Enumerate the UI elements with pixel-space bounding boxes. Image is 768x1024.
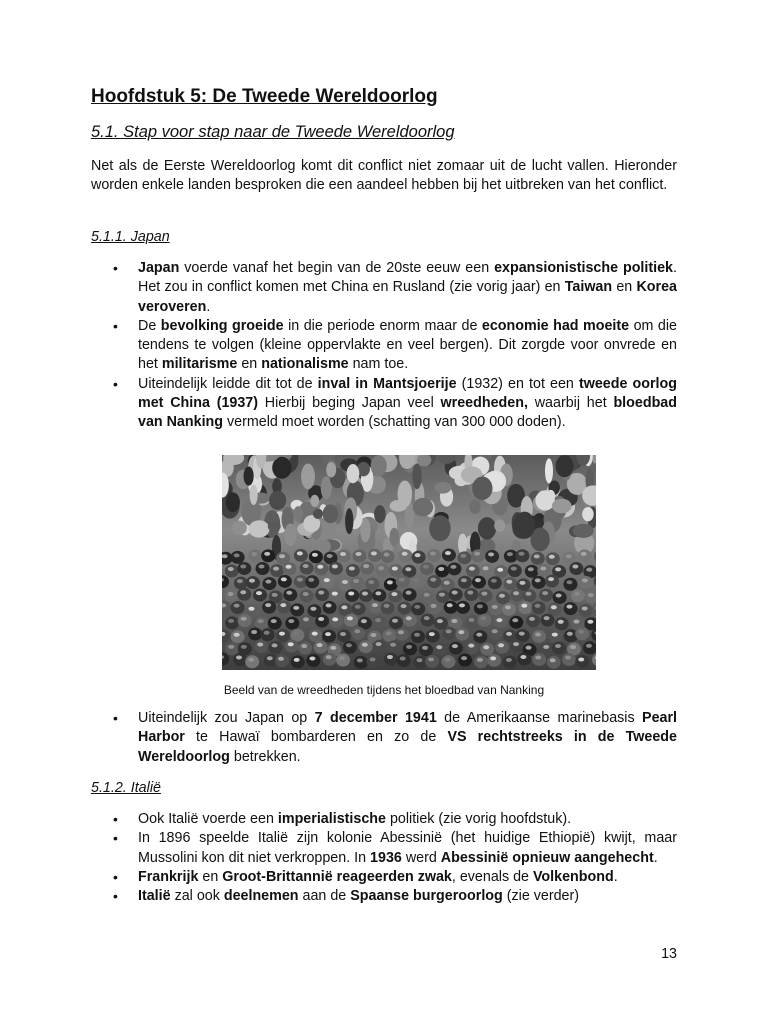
bold-text: Frankrijk: [138, 868, 199, 885]
text-run: en: [237, 356, 262, 373]
text-run: en: [198, 868, 223, 885]
text-run: Uiteindelijk leidde dit tot de: [138, 375, 318, 392]
bold-text: 7 december 1941: [314, 710, 437, 726]
text-run: Ook Italië voerde een: [138, 811, 278, 827]
subsection-heading-italie: 5.1.2. Italië: [91, 780, 161, 796]
italie-bullet-list: [91, 810, 677, 906]
bold-text: 1936: [370, 849, 402, 866]
text-run: nam toe.: [348, 356, 409, 373]
bold-text: Abessinië opnieuw aangehecht: [440, 849, 654, 866]
text-run: .: [206, 298, 211, 315]
text-run: (1932) en tot een: [456, 375, 579, 392]
bullet-item: [91, 317, 677, 375]
text-run: vermeld moet worden (schatting van 300 000 doden).: [223, 414, 566, 431]
bold-text: Taiwan: [564, 279, 613, 296]
bold-text: inval in Mantsjoerije: [317, 375, 457, 392]
bold-text: militarisme: [161, 356, 238, 373]
bold-text: Japan: [138, 260, 180, 276]
text-run: in die periode enorm maar de: [283, 317, 482, 334]
text-run: waarbij het: [527, 395, 614, 412]
text-run: Hierbij beging Japan veel: [258, 395, 441, 412]
text-run: politiek (zie vorig hoofdstuk).: [385, 811, 572, 827]
bold-text: Pearl Harbor: [138, 710, 678, 746]
text-run: werd: [401, 849, 441, 866]
bold-text: economie had moeite: [481, 317, 630, 334]
bold-text: expansionistische politiek: [494, 260, 674, 276]
text-run: om die tendens te volgen (kleine oppervlakte en veel bergen). Dit zorgde voor onvrede en het: [138, 317, 677, 373]
text-run: In 1896 speelde Italië zijn kolonie Abessinië (het huidige Ethiopië) kwijt, maar Mussolini kon dit niet verkroppen. In: [138, 830, 677, 866]
japan-bullet-list-2: [91, 709, 677, 767]
bold-text: bevolking groeide: [160, 317, 284, 334]
section-title: 5.1. Stap voor stap naar de Tweede Wereldoorlog: [91, 123, 455, 141]
bullet-item: [91, 829, 677, 868]
text-run: te Hawaï bombarderen en zo de: [184, 729, 448, 746]
text-run: (zie verder): [502, 888, 580, 905]
bullet-item: [91, 709, 677, 767]
text-run: Uiteindelijk zou Japan op: [138, 710, 315, 726]
text-run: .: [613, 868, 618, 885]
page-number: 13: [661, 946, 677, 962]
bullet-item: [91, 887, 677, 906]
text-run: aan de: [298, 888, 351, 905]
bold-text: VS rechtstreeks in de Tweede Wereldoorlog: [138, 729, 677, 765]
bold-text: wreedheden,: [440, 395, 528, 412]
bold-text: nationalisme: [261, 356, 349, 373]
text-run: de Amerikaanse marinebasis: [436, 710, 643, 726]
bold-text: Korea veroveren: [138, 279, 677, 315]
text-run: betrekken.: [229, 748, 301, 765]
chapter-title: Hoofdstuk 5: De Tweede Wereldoorlog: [91, 86, 438, 107]
bullet-item: [91, 868, 677, 887]
nanking-photo: [222, 455, 596, 670]
bold-text: Volkenbond: [532, 868, 614, 885]
text-run: . Het zou in conflict komen met China en Rusland (zie vorig jaar) en: [138, 260, 677, 296]
japan-bullet-list: [91, 259, 677, 433]
text-run: De: [138, 317, 161, 334]
text-run: voerde vanaf het begin van de 20ste eeuw een: [179, 260, 495, 276]
bold-text: imperialistische: [277, 811, 386, 827]
text-run: en: [612, 279, 637, 296]
bold-text: bloedbad van Nanking: [138, 395, 677, 431]
intro-paragraph: Net als de Eerste Wereldoorlog komt dit conflict niet zomaar uit de lucht vallen. Hieronder worden enkele landen besproken die een aandeel hebben bij het uitbreken van het conflict.: [91, 158, 677, 194]
text-run: , evenals de: [451, 868, 533, 885]
photo-caption: Beeld van de wreedheden tijdens het bloedbad van Nanking: [223, 683, 545, 697]
bullet-item: [91, 375, 677, 433]
bold-text: Groot-Brittannië reageerden zwak: [222, 868, 452, 885]
bullet-item: [91, 259, 677, 317]
subsection-heading-japan: 5.1.1. Japan: [91, 229, 170, 245]
bold-text: Spaanse burgeroorlog: [350, 888, 503, 905]
bullet-item: [91, 810, 677, 829]
bold-text: deelnemen: [223, 888, 299, 905]
bold-text: tweede oorlog met China (1937): [138, 375, 677, 412]
text-run: zal ook: [170, 888, 224, 905]
text-run: .: [653, 849, 658, 866]
bold-text: Italië: [138, 888, 171, 905]
